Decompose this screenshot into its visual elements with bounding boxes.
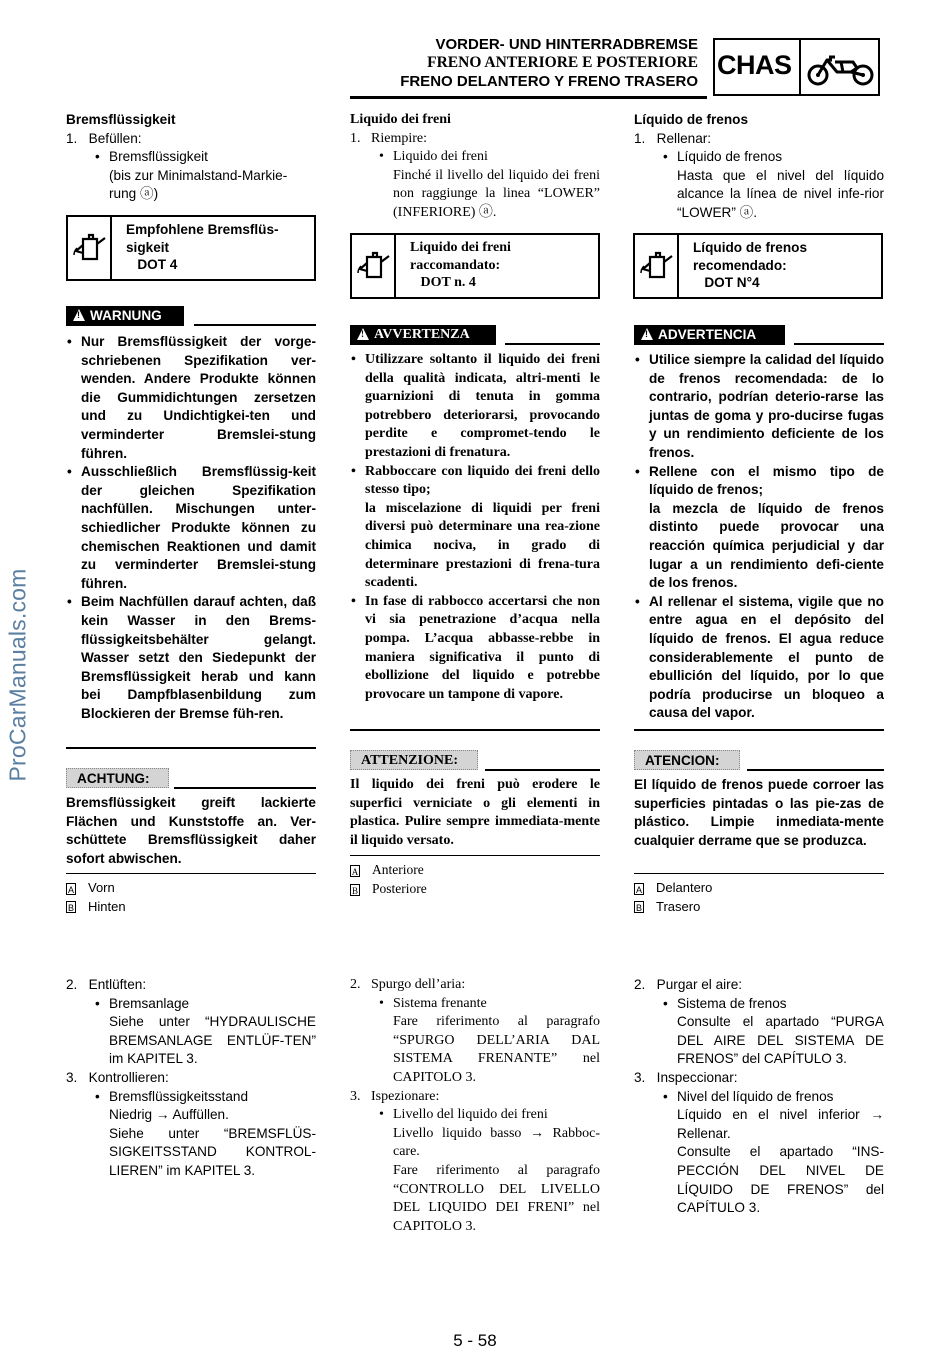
step-2-item: • Sistema frenante — [378, 995, 600, 1014]
section-heading: Bremsflüssigkeit — [66, 112, 176, 127]
warning-item: • Utilice siempre la calidad del líquido de frenos recomendada: de lo contrario, podrían deterio-rarse las juntas de goma y pro-ducirse fugas y un rendimiento deficiente de los frenos. — [634, 351, 884, 463]
spec-line1: Líquido de frenos — [693, 240, 808, 255]
section-badge-divider — [799, 38, 801, 96]
motorcycle-icon — [805, 48, 877, 88]
step-3: 3. Ispezionare: — [350, 1088, 440, 1104]
legend-key: B — [351, 885, 358, 896]
warning-list-german — [66, 333, 316, 723]
spec-line2: sigkeit — [126, 239, 170, 255]
steps-italian — [350, 976, 600, 1236]
warning-label-text: WARNUNG — [90, 308, 162, 323]
step-1: 1. Rellenar: — [634, 130, 712, 146]
caution-text: Il liquido dei freni può erodere le superfici verniciate o gli elementi in plastica. Pulire sempre immediata-mente il liquido versato. — [350, 777, 600, 848]
legend-key: B — [635, 903, 642, 914]
warning-icon — [641, 328, 653, 340]
spec-box-spanish — [633, 233, 883, 299]
brake-fluid-can-icon — [638, 251, 676, 281]
step-3-item: • Nivel del líquido de frenos — [662, 1088, 884, 1107]
step-3-detail1: Livello liquido basso → Rabboc-care. — [393, 1125, 600, 1160]
warning-icon — [73, 309, 85, 321]
caution-label: ATENCION: — [634, 750, 740, 770]
caution-end-rule — [634, 873, 884, 874]
step-1-detail: Hasta que el nivel del líquido alcance la línea de nivel infe-rior “LOWER” ⓐ. — [677, 167, 884, 220]
step-2: 2. Purgar el aire: — [634, 977, 743, 992]
warning-item: • Rabboccare con liquido dei freni dello stesso tipo; la miscelazione di liquidi per freni diversi può determinare una rea-zione chimica nociva, in grado di determinare prestazioni di frena-tura scadenti. — [350, 463, 600, 593]
warning-list-italian — [350, 351, 600, 704]
step-2-item: • Bremsanlage — [94, 995, 316, 1014]
warning-end-rule — [66, 747, 316, 749]
legend-key: B — [67, 903, 74, 914]
spec-icon-cell — [68, 217, 112, 279]
step-3: 3. Kontrollieren: — [66, 1069, 169, 1085]
caution-header-spanish — [634, 750, 884, 770]
spec-line3: DOT N°4 — [693, 275, 760, 290]
spec-line3: DOT 4 — [126, 257, 178, 272]
step-3-detail2: Consulte el apartado “INS-PECCIÓN DEL NIVEL DE LÍQUIDO DE FRENOS” del CAPÍTULO 3. — [677, 1144, 884, 1216]
legend-item-b — [66, 898, 316, 917]
warning-label — [634, 325, 785, 345]
warning-item: • Beim Nachfüllen darauf achten, daß kein Wasser in den Brems-flüssigkeitsbehälter gelangt. Wasser setzt den Siedepunkt der Bremsflüssigkeit herab und kann bei Dampfblasenbildung zum Blockieren der Bremse füh-ren. — [66, 593, 316, 723]
warning-rule — [194, 324, 316, 326]
step-3: 3. Inspeccionar: — [634, 1069, 738, 1085]
legend-text: Trasero — [656, 898, 701, 914]
steps-spanish — [634, 976, 884, 1218]
legend-text: Delantero — [656, 880, 713, 895]
legend-text: Vorn — [88, 880, 115, 895]
warning-rule — [505, 343, 600, 345]
spec-text — [410, 239, 511, 292]
caution-label: ATTENZIONE: — [350, 750, 478, 770]
warning-header-spanish — [634, 325, 884, 345]
step-3-item: • Livello del liquido dei freni — [378, 1106, 600, 1125]
step-1-detail: Finché il livello del liquido dei freni non raggiunge la linea “LOWER” (INFERIORE) ⓐ. — [393, 167, 600, 220]
caution-header-italian — [350, 750, 600, 770]
legend-key: A — [635, 884, 642, 895]
spec-text — [693, 239, 807, 292]
step-2-detail: Fare riferimento al paragrafo “SPURGO DELL’ARIA DAL SISTEMA FRENANTE” nel CAPITOLO 3. — [393, 1014, 600, 1085]
step-1: 1. Riempire: — [350, 130, 427, 146]
warning-icon — [357, 328, 369, 340]
header-title-it: FRENO ANTERIORE E POSTERIORE — [427, 54, 698, 71]
legend-text: Hinten — [88, 898, 126, 914]
step-2-detail: Consulte el apartado “PURGA DEL AIRE DEL SISTEMA DE FRENOS” del CAPÍTULO 3. — [677, 1014, 884, 1067]
warning-label — [66, 306, 184, 326]
warning-item: • Al rellenar el sistema, vigile que no entre agua en el depósito del líquido de frenos. El agua reduce considerablemente el punto de ebullición del líquido, por lo que podría producirse un bloqueo a causa del vapor. — [634, 593, 884, 723]
legend-key: A — [351, 866, 359, 877]
spec-icon-cell — [635, 235, 679, 297]
legend-spanish — [634, 879, 884, 916]
caution-label: ACHTUNG: — [66, 768, 169, 788]
header-title-es: FRENO DELANTERO Y FRENO TRASERO — [400, 73, 698, 90]
steps-german — [66, 976, 316, 1181]
warning-item: • Utilizzare soltanto il liquido dei freni della qualità indicata, altri-menti le guarnizioni di tenuta in gomma potrebbero deteriorarsi, provocando perdite e compromet-tendo le prestazioni di frenatura. — [350, 351, 600, 463]
legend-item-a — [350, 861, 600, 880]
legend-text: Posteriore — [372, 880, 427, 896]
legend-item-a — [66, 879, 316, 898]
step-1-item: • Liquido dei freni — [378, 148, 600, 167]
step-1: 1. Befüllen: — [66, 130, 142, 146]
column-italian — [350, 111, 600, 223]
spec-line3: DOT n. 4 — [410, 275, 476, 290]
brake-fluid-can-icon — [71, 233, 109, 263]
warning-label — [350, 325, 496, 345]
caution-header-german — [66, 768, 316, 788]
warning-label-text: ADVERTENCIA — [658, 327, 757, 342]
warning-end-rule — [350, 729, 600, 731]
spec-box-italian — [350, 233, 600, 299]
caution-rule — [174, 787, 316, 789]
step-1-detail-line1: (bis zur Minimalstand-Markie- — [109, 167, 288, 183]
header-title-de: VORDER- UND HINTERRADBREMSE — [435, 36, 698, 53]
warning-label-text: AVVERTENZA — [374, 327, 470, 342]
step-2-item: • Sistema de frenos — [662, 995, 884, 1014]
caution-text: El líquido de frenos puede corroer las superficies pintadas o las pie-zas de plástico. Limpie inmediata-mente cualquier derrame que se produzca. — [634, 777, 884, 848]
section-heading: Liquido dei freni — [350, 112, 451, 127]
legend-key: A — [67, 884, 74, 895]
caution-rule — [747, 769, 884, 771]
legend-item-b — [350, 880, 600, 899]
step-3-detail1: Líquido en el nivel inferior → Rellenar. — [677, 1107, 884, 1141]
step-3-item: • Bremsflüssigkeitsstand — [94, 1088, 316, 1107]
warning-end-rule — [634, 729, 884, 731]
brake-fluid-can-icon — [355, 251, 393, 281]
step-3-detail1: Niedrig → Auffüllen. — [109, 1107, 229, 1123]
spec-box-german — [66, 215, 316, 281]
step-2-detail: Siehe unter “HYDRAULISCHE BREMSANLAGE ENTLÜF-TEN” im KAPITEL 3. — [109, 1014, 316, 1067]
step-2: 2. Entlüften: — [66, 977, 147, 992]
legend-item-a — [634, 879, 884, 898]
warning-list-spanish — [634, 351, 884, 723]
warning-item: • In fase di rabbocco accertarsi che non vi sia penetrazione d’acqua nella pompa. L’acqua abbasse-rebbe in maniera significativa il punto di ebollizione del liquido e potrebbe provocare un tampone di vapore. — [350, 593, 600, 705]
warning-header-german — [66, 306, 316, 326]
warning-item: • Nur Bremsflüssigkeit der vorge-schriebenen Spezifikation ver-wenden. Andere Produkte können die Gummidichtungen zersetzen und zu Undichtigkei-ten und verminderter Bremslei-stung führen. — [66, 333, 316, 463]
caution-text: Bremsflüssigkeit greift lackierte Flächen und Kunststoffe an. Ver-schüttete Bremsflüssigkeit daher sofort abwischen. — [66, 795, 316, 866]
step-3-detail2: Fare riferimento al paragrafo “CONTROLLO DEL LIVELLO DEL LIQUIDO DEI FRENI” nel CAPITOLO 3. — [393, 1162, 600, 1234]
warning-item: • Ausschließlich Bremsflüssig-keit der gleichen Spezifikation nachfüllen. Mischungen unter-schiedlicher Produkte können zu chemischen Reaktionen und damit zu verminderter Bremslei-stung führen. — [66, 463, 316, 593]
column-spanish — [634, 111, 884, 223]
spec-icon-cell — [352, 235, 396, 297]
legend-text: Anteriore — [372, 862, 424, 877]
warning-rule — [794, 343, 884, 345]
page-number: 5 - 58 — [453, 1331, 497, 1350]
column-german — [66, 111, 316, 204]
header-rule — [350, 96, 707, 99]
legend-german — [66, 879, 316, 916]
spec-line2: recomendado: — [693, 257, 787, 273]
caution-end-rule — [350, 855, 600, 856]
legend-item-b — [634, 898, 884, 917]
spec-line1: Liquido dei freni — [410, 240, 511, 255]
section-label: CHAS — [717, 50, 792, 80]
spec-line1: Empfohlene Bremsflüs- — [126, 222, 279, 237]
watermark: ProCarManuals.com — [4, 568, 31, 782]
spec-text — [126, 221, 279, 274]
step-1-item: • Bremsflüssigkeit — [94, 148, 316, 167]
step-1-item: • Líquido de frenos — [662, 148, 884, 167]
caution-rule — [485, 769, 600, 771]
spec-line2: raccomandato: — [410, 257, 501, 273]
legend-italian — [350, 861, 600, 898]
section-heading: Líquido de frenos — [634, 112, 749, 127]
warning-item: • Rellene con el mismo tipo de líquido de frenos; la mezcla de líquido de frenos distinto puede provocar una reacción química perjudicial y dar lugar a un rendimiento defi-ciente de los frenos. — [634, 463, 884, 593]
step-3-detail2: Siehe unter “BREMSFLÜS-SIGKEITSSTAND KONTROL-LIEREN” im KAPITEL 3. — [109, 1125, 316, 1178]
step-2: 2. Spurgo dell’aria: — [350, 977, 466, 992]
caution-end-rule — [66, 873, 316, 874]
warning-header-italian — [350, 325, 600, 345]
step-1-detail-line2: rung ⓐ) — [109, 186, 159, 202]
